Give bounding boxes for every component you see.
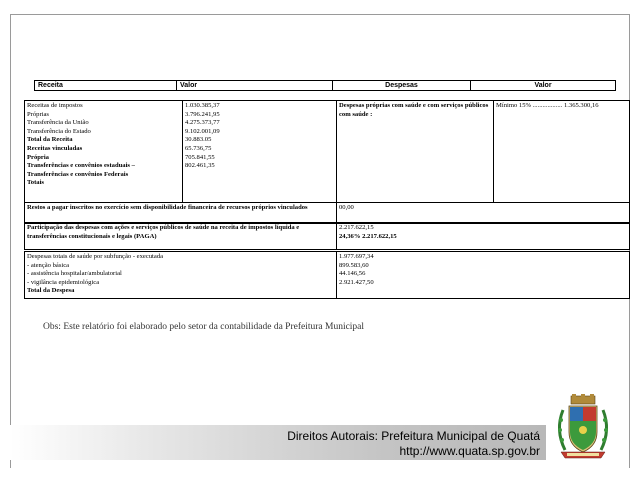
participacao-values-cell <box>337 223 629 249</box>
participacao-value: 2.217.622,15 <box>339 224 374 231</box>
receita-value: 65.736,75 <box>185 144 212 152</box>
copyright-text: Direitos Autorais: Prefeitura Municipal de Quatá <box>287 429 540 443</box>
receitas-values-cell <box>183 101 337 202</box>
despesa-value: 2.921.427,50 <box>339 278 374 286</box>
header-valor: Valor <box>177 81 333 90</box>
receita-label: Própria <box>27 153 49 161</box>
despesa-value: 899.583,60 <box>339 261 369 269</box>
column-header-bar <box>34 80 616 91</box>
website-link[interactable]: http://www.quata.sp.gov.br <box>399 444 540 458</box>
receita-value: 3.796.241,95 <box>185 110 220 118</box>
despesas-values-cell <box>337 252 629 298</box>
despesas-labels-cell <box>25 252 337 298</box>
despesa-label: Total da Despesa <box>27 287 75 295</box>
receita-label: Transferência da União <box>27 119 89 127</box>
coat-of-arms-icon <box>553 394 613 462</box>
receita-value: 705.841,55 <box>185 153 215 161</box>
restos-value: 00,00 <box>339 204 354 211</box>
despesas-totais-table <box>24 251 630 299</box>
despesa-label: - atenção básica <box>27 261 70 269</box>
restos-label: Restos a pagar inscritos no exercício sem disponibilidade financeira de recursos próprios vinculados <box>25 203 337 222</box>
header-despesas: Despesas <box>333 81 471 90</box>
receita-label: Totais <box>27 179 44 187</box>
participacao-percent: 24,36% 2.217.622,15 <box>339 232 397 240</box>
receita-value: 802.461,35 <box>185 162 215 170</box>
despesa-value: 44.146,56 <box>339 270 366 278</box>
despesa-label: - vigilância epidemiológica <box>27 278 100 286</box>
participacao-row <box>24 222 630 250</box>
receitas-labels-cell <box>25 101 183 202</box>
footer-banner <box>10 425 546 460</box>
receita-label: Total da Receita <box>27 136 73 144</box>
receitas-table <box>24 100 630 203</box>
receita-value: 1.030.385,37 <box>185 102 220 109</box>
receita-label: Transferências e convênios Federais <box>27 170 129 178</box>
despesa-value: 1.977.697,34 <box>339 253 374 260</box>
receita-value: 30.883.05 <box>185 136 212 144</box>
minimo-15-value: Mínimo 15% .................. 1.365.300,16 <box>496 102 599 109</box>
header-receita: Receita <box>35 81 177 90</box>
despesa-label: - assistência hospitalar/ambulatorial <box>27 270 122 278</box>
obs-note: Obs: Este relatório foi elaborado pelo setor da contabilidade da Prefeitura Municipal <box>43 322 365 332</box>
receita-value: 9.102.001,09 <box>185 127 220 135</box>
despesa-label: Despesas totais de saúde por subfunção - executada <box>27 253 164 260</box>
header-valor-despesas: Valor <box>534 82 552 89</box>
participacao-label: Participação das despesas com ações e serviços públicos de saúde na receita de impostos líquida e transferências constitucionais e legais (PAGA) <box>25 223 337 249</box>
despesas-proprias-label: Despesas próprias com saúde e com serviços públicos com saúde : <box>337 101 494 202</box>
receita-label: Transferências e convênios estaduais – <box>27 162 135 170</box>
receita-label: Próprias <box>27 110 49 118</box>
restos-a-pagar-row <box>24 203 630 224</box>
receita-label: Receitas de impostos <box>27 102 83 109</box>
receita-label: Transferência do Estado <box>27 127 91 135</box>
receita-label: Receitas vinculadas <box>27 144 83 152</box>
receita-value: 4.275.373,77 <box>185 119 220 127</box>
